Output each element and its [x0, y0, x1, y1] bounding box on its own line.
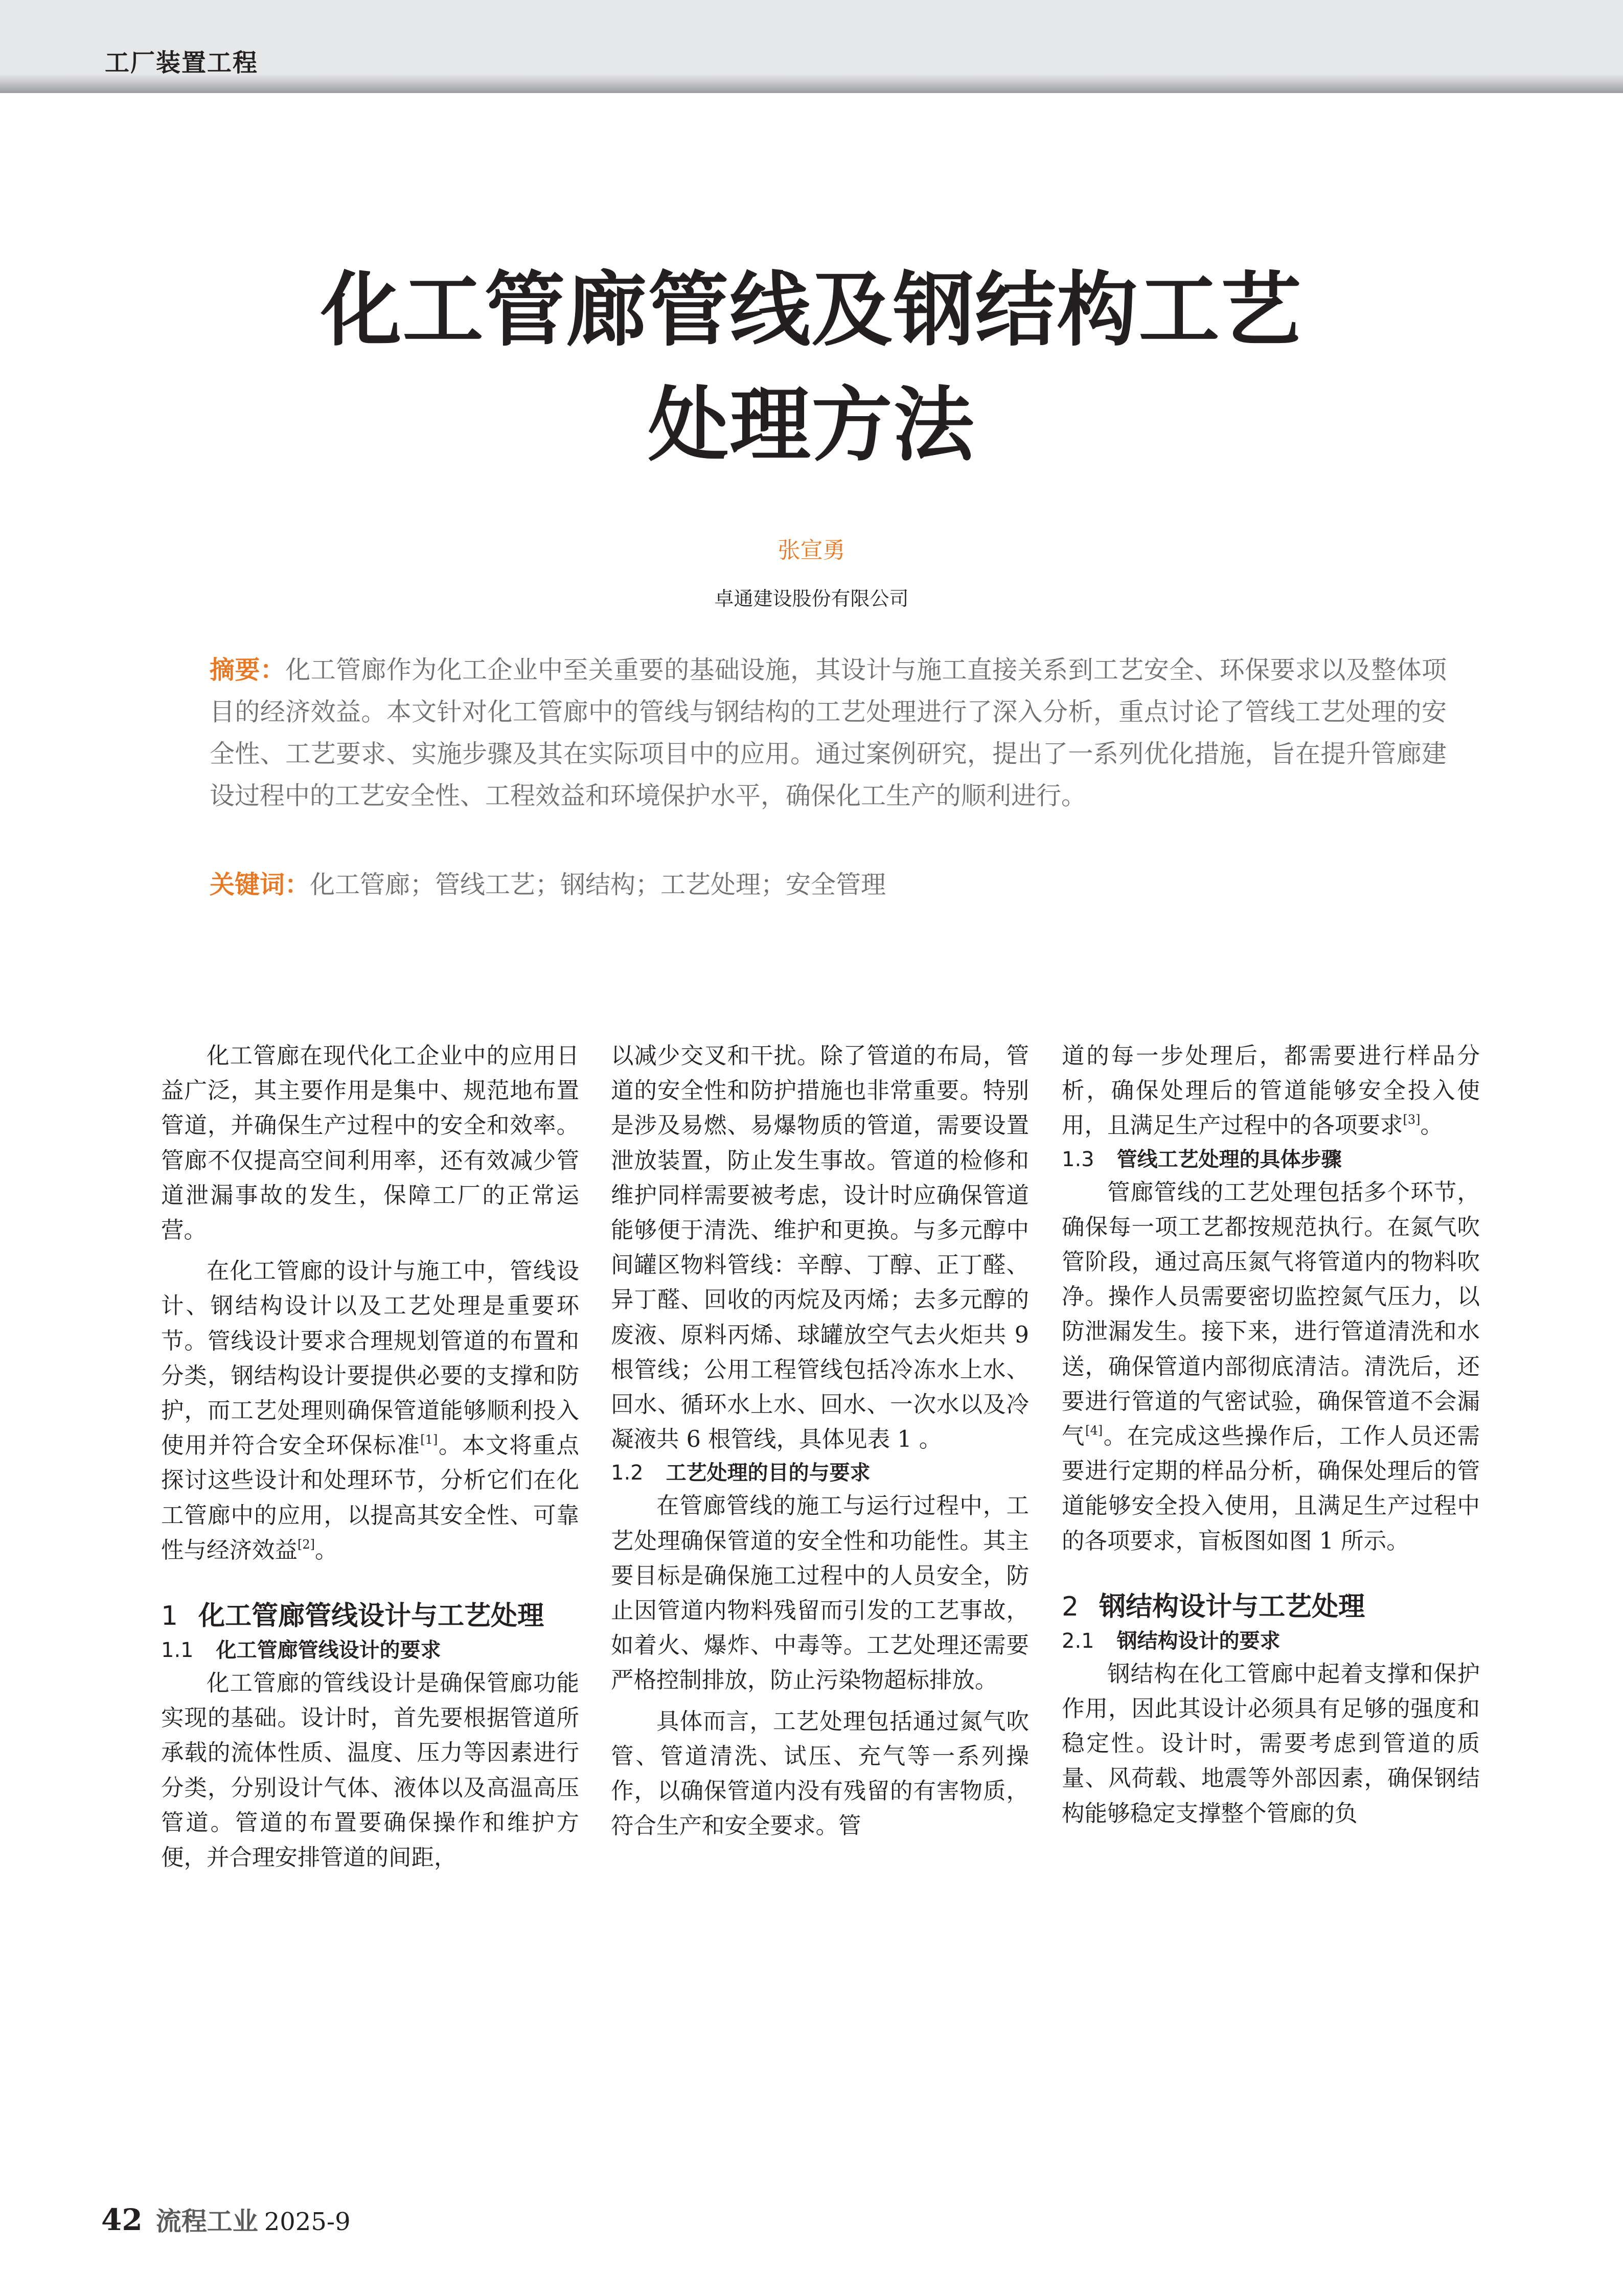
journal-name: 流程工业	[155, 2206, 258, 2236]
heading-text: 钢结构设计与工艺处理	[1099, 1591, 1365, 1622]
page-footer	[101, 2201, 351, 2238]
paragraph: 以减少交叉和干扰。除了管道的布局，管道的安全性和防护措施也非常重要。特别是涉及易燃、易爆物质的管道，需要设置泄放装置，防止发生事故。管道的检修和维护同样需要被考虑，设计时应确保管道能够便于清洗、维护和更换。与多元醇中间罐区物料管线：辛醇、丁醇、正丁醛、异丁醛、回收的丙烷及丙烯；去多元醇的废液、原料丙烯、球罐放空气去火炬共 9 根管线；公用工程管线包括冷冻水上水、回水、循环水上水、回水、一次水以及冷凝液共 6 根管线，具体见表 1 。	[611, 1043, 1029, 1453]
title-line-2: 处理方法	[648, 378, 975, 472]
subsection-heading-2-1	[1062, 1625, 1480, 1657]
abstract-label: 摘要：	[210, 655, 286, 685]
running-header-bar	[0, 0, 1623, 93]
subsection-heading-1-1	[161, 1634, 579, 1666]
section-heading-1	[161, 1598, 579, 1634]
paragraph-text: 在化工管廊的设计与施工中，管线设计、钢结构设计以及工艺处理是重要环节。管线设计要求合理规划管道的布置和分类，钢结构设计要提供必要的支撑和防护，而工艺处理则确保管道能够顺利投入使用并符合安全环保标准	[161, 1258, 579, 1459]
section-label: 工厂装置工程	[105, 49, 259, 77]
page-number: 42	[101, 2202, 143, 2237]
keywords	[210, 865, 1447, 901]
heading-number: 1.3	[1062, 1147, 1094, 1171]
heading-text: 钢结构设计的要求	[1116, 1629, 1281, 1653]
paragraph-text: 。本文将重点探讨这些设计和处理环节，分析它们在化工管廊中的应用，以提高其安全性、可靠性与经济效益	[161, 1433, 579, 1563]
citation-ref[interactable]: [1]	[420, 1433, 438, 1447]
abstract	[210, 649, 1447, 817]
paragraph-text: 。在完成这些操作后，工作人员还需要进行定期的样品分析，确保处理后的管道能够安全投入使用，且满足生产过程中的各项要求，盲板图如图 1 所示。	[1062, 1423, 1480, 1554]
paragraph	[1062, 1039, 1480, 1144]
citation-ref[interactable]: [3]	[1403, 1112, 1421, 1127]
paragraph-text: 。	[315, 1537, 338, 1563]
paragraph: 化工管廊在现代化工企业中的应用日益广泛，其主要作用是集中、规范地布置管道，并确保生产过程中的安全和效率。管廊不仅提高空间利用率，还有效减少管道泄漏事故的发生，保障工厂的正常运营。	[161, 1043, 579, 1244]
paragraph: 化工管廊的管线设计是确保管廊功能实现的基础。设计时，首先要根据管道所承载的流体性质、温度、压力等因素进行分类，分别设计气体、液体以及高温高压管道。管道的布置要确保操作和维护方便，并合理安排管道的间距，	[161, 1670, 579, 1871]
paragraph-text: 管廊管线的工艺处理包括多个环节，确保每一项工艺都按规范执行。在氮气吹管阶段，通过高压氮气将管道内的物料吹净。操作人员需要密切监控氮气压力，以防泄漏发生。接下来，进行管道清洗和水送，确保管道内部彻底清洁。清洗后，还要进行管道的气密试验，确保管道不会漏气	[1062, 1179, 1480, 1450]
heading-text: 工艺处理的目的与要求	[666, 1461, 871, 1485]
heading-number: 2	[1062, 1591, 1079, 1622]
paragraph	[1062, 1175, 1480, 1559]
paragraph	[161, 1254, 579, 1568]
subsection-heading-1-3	[1062, 1144, 1480, 1175]
paragraph: 具体而言，工艺处理包括通过氮气吹管、管道清洗、试压、充气等一系列操作，以确保管道内没有残留的有害物质，符合生产和安全要求。管	[611, 1708, 1029, 1839]
body-column-2	[611, 1039, 1029, 1844]
body-column-1	[161, 1039, 579, 1875]
author-affiliation: 卓通建设股份有限公司	[714, 587, 909, 610]
abstract-text: 化工管廊作为化工企业中至关重要的基础设施，其设计与施工直接关系到工艺安全、环保要求以及整体项目的经济效益。本文针对化工管廊中的管线与钢结构的工艺处理进行了深入分析，重点讨论了管线工艺处理的安全性、工艺要求、实施步骤及其在实际项目中的应用。通过案例研究，提出了一系列优化措施，旨在提升管廊建设过程中的工艺安全性、工程效益和环境保护水平，确保化工生产的顺利进行。	[210, 655, 1447, 810]
keywords-label: 关键词：	[210, 870, 310, 899]
heading-number: 1	[161, 1601, 178, 1632]
citation-ref[interactable]: [2]	[298, 1537, 315, 1552]
heading-number: 1.1	[161, 1639, 194, 1663]
journal-issue: 2025-9	[264, 2208, 351, 2236]
body-column-3	[1062, 1039, 1480, 1831]
section-heading-2	[1062, 1588, 1480, 1625]
heading-number: 1.2	[611, 1461, 644, 1485]
keywords-text: 化工管廊；管线工艺；钢结构；工艺处理；安全管理	[310, 870, 886, 899]
heading-text: 管线工艺处理的具体步骤	[1116, 1147, 1342, 1171]
paragraph: 钢结构在化工管廊中起着支撑和保护作用，因此其设计必须具有足够的强度和稳定性。设计时，需要考虑到管道的质量、风荷载、地震等外部因素，确保钢结构能够稳定支撑整个管廊的负	[1062, 1661, 1480, 1827]
citation-ref[interactable]: [4]	[1085, 1423, 1103, 1438]
article-title	[0, 253, 1623, 483]
paragraph-text: 道的每一步处理后，都需要进行样品分析，确保处理后的管道能够安全投入使用，且满足生产过程中的各项要求	[1062, 1043, 1480, 1139]
paragraph: 在管廊管线的施工与运行过程中，工艺处理确保管道的安全性和功能性。其主要目标是确保施工过程中的人员安全，防止因管道内物料残留而引发的工艺事故，如着火、爆炸、中毒等。工艺处理还需要严格控制排放，防止污染物超标排放。	[611, 1493, 1029, 1694]
author-name: 张宣勇	[778, 537, 845, 563]
heading-text: 化工管廊管线设计与工艺处理	[198, 1601, 544, 1632]
paragraph-text: 。	[1420, 1112, 1444, 1139]
title-line-1: 化工管廊管线及钢结构工艺	[321, 263, 1302, 357]
heading-text: 化工管廊管线设计的要求	[216, 1639, 441, 1663]
heading-number: 2.1	[1062, 1629, 1094, 1653]
subsection-heading-1-2	[611, 1457, 1029, 1489]
